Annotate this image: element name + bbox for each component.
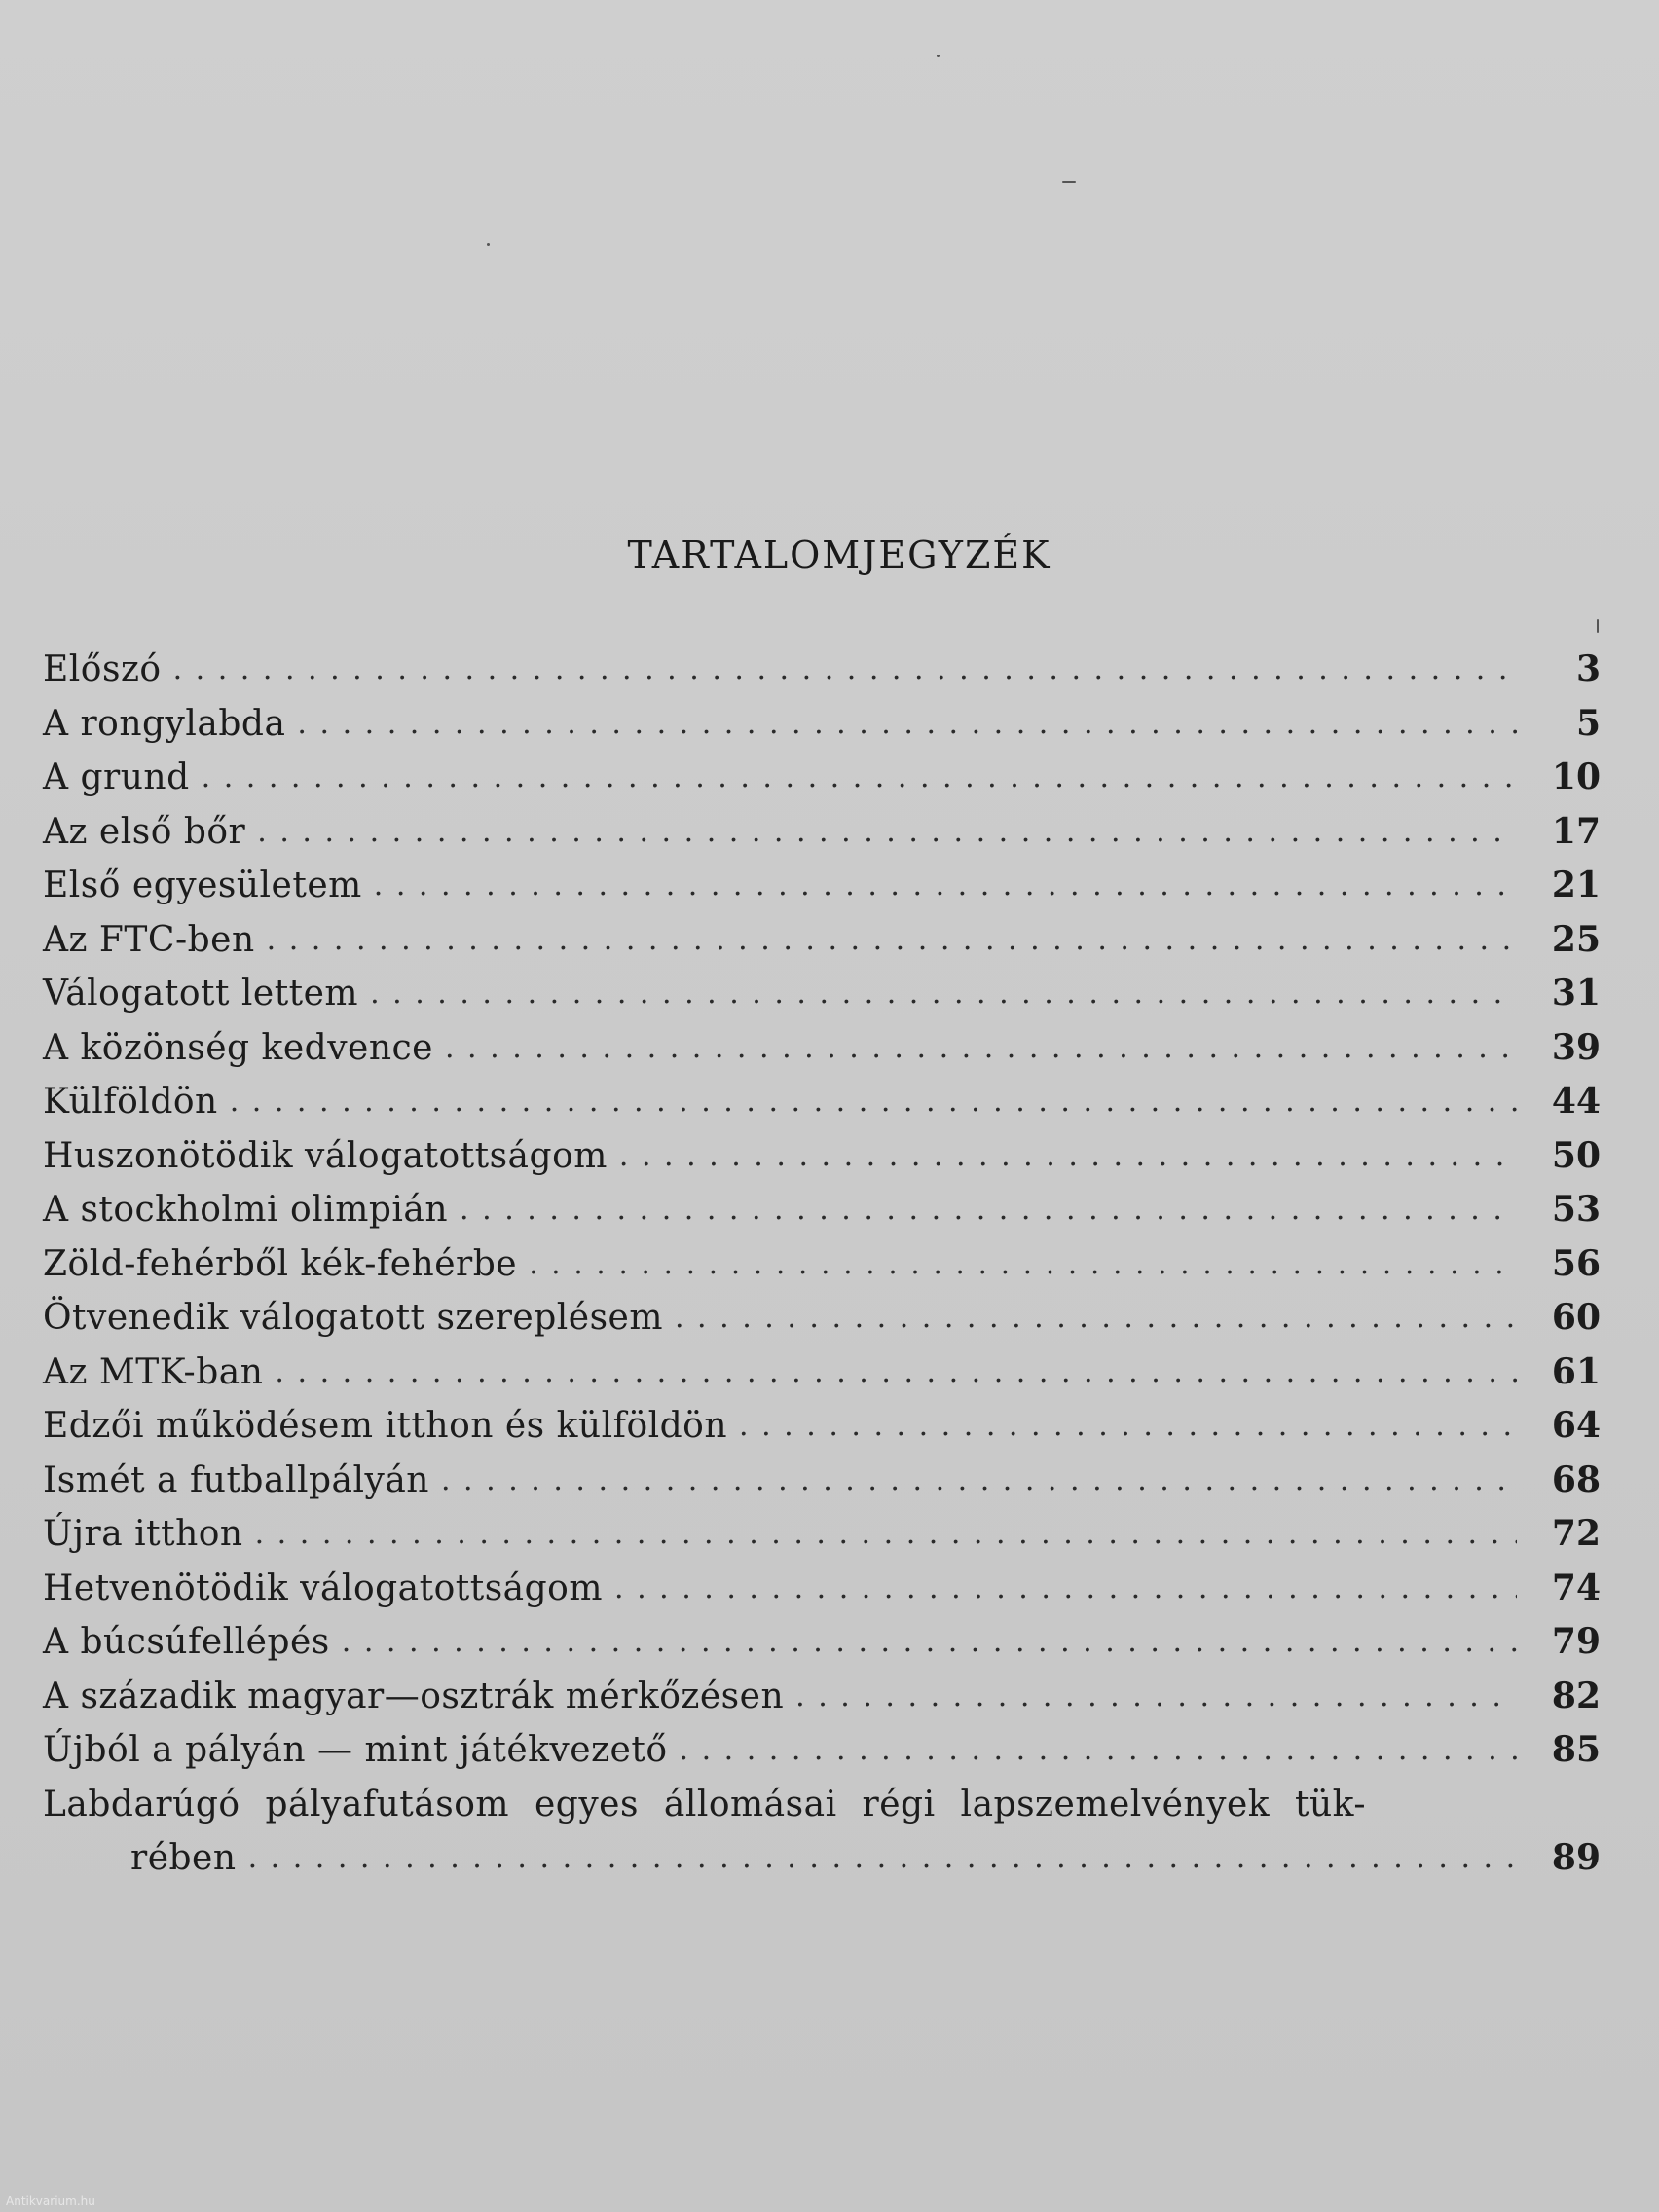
dot-leader bbox=[202, 751, 1517, 805]
toc-entry-page: 68 bbox=[1551, 1458, 1601, 1500]
toc-entry-title: Hetvenötödik válogatottságom bbox=[43, 1567, 603, 1608]
toc-entry bbox=[43, 1291, 1601, 1346]
toc-entry bbox=[43, 1723, 1601, 1778]
page-title: TARTALOMJEGYZÉK bbox=[627, 534, 1051, 576]
toc-entry bbox=[43, 1562, 1601, 1616]
dot-leader bbox=[275, 1346, 1517, 1400]
toc-entry bbox=[43, 805, 1601, 860]
dot-leader bbox=[255, 1507, 1517, 1562]
toc-entry-page: 79 bbox=[1551, 1621, 1601, 1662]
toc-entry-page: 39 bbox=[1551, 1026, 1601, 1068]
toc-entry-page: 44 bbox=[1551, 1081, 1601, 1122]
toc-entry-title: Edzői működésem itthon és külföldön bbox=[43, 1406, 728, 1446]
toc-entry-title: Az első bőr bbox=[43, 811, 246, 852]
paper-speck bbox=[1062, 181, 1076, 183]
toc-entry-title: Ismét a futballpályán bbox=[43, 1459, 429, 1500]
toc-entry-title: A közönség kedvence bbox=[43, 1027, 433, 1068]
toc-entry-page: 17 bbox=[1551, 810, 1601, 852]
toc-entry bbox=[43, 1129, 1601, 1184]
dot-leader bbox=[529, 1237, 1517, 1292]
toc-entry bbox=[43, 913, 1601, 968]
dot-leader bbox=[445, 1021, 1517, 1076]
watermark: Antikvarium.hu bbox=[6, 2194, 95, 2208]
toc-entry-title: Újra itthon bbox=[43, 1514, 243, 1554]
toc-entry-page: 5 bbox=[1575, 702, 1601, 744]
toc-entry bbox=[43, 1615, 1601, 1670]
toc-entry-page: 89 bbox=[1551, 1837, 1601, 1878]
toc-entry-title: Huszonötödik válogatottságom bbox=[43, 1135, 608, 1176]
toc-entry-title-line1: Labdarúgó pályafutásom egyes állomásai régi lapszemelvények tük- bbox=[43, 1784, 1367, 1825]
toc-entry bbox=[43, 1399, 1601, 1454]
dot-leader bbox=[257, 805, 1517, 860]
dot-leader bbox=[675, 1291, 1517, 1346]
toc-entry-page: 56 bbox=[1551, 1242, 1601, 1284]
toc-entry-title: A rongylabda bbox=[43, 703, 286, 744]
dot-leader bbox=[230, 1075, 1517, 1129]
dot-leader bbox=[739, 1399, 1517, 1454]
toc-entry-title: Válogatott lettem bbox=[43, 974, 359, 1014]
toc-entry-page: 60 bbox=[1551, 1297, 1601, 1338]
paper-speck bbox=[1597, 619, 1599, 633]
toc-entry bbox=[43, 1021, 1601, 1076]
toc-entry bbox=[43, 1346, 1601, 1400]
dot-leader bbox=[441, 1454, 1517, 1508]
toc-entry-title: A grund bbox=[43, 757, 190, 797]
toc-entry-title: A búcsúfellépés bbox=[43, 1622, 330, 1662]
toc-entry bbox=[43, 1507, 1601, 1562]
paper-speck bbox=[487, 243, 490, 246]
toc-entry-title: Újból a pályán — mint játékvezető bbox=[43, 1730, 668, 1770]
dot-leader bbox=[619, 1129, 1517, 1184]
dot-leader bbox=[342, 1615, 1517, 1670]
toc-entry bbox=[43, 1075, 1601, 1129]
toc-entry-page: 25 bbox=[1551, 918, 1601, 960]
dot-leader bbox=[173, 643, 1517, 697]
toc-entry bbox=[43, 643, 1601, 697]
toc-entry-title: Előszó bbox=[43, 649, 162, 689]
toc-entry-title: Zöld-fehérből kék-fehérbe bbox=[43, 1243, 518, 1284]
toc-entry-title: Ötvenedik válogatott szereplésem bbox=[43, 1298, 663, 1338]
dot-leader bbox=[374, 859, 1517, 913]
toc-entry bbox=[43, 1454, 1601, 1508]
toc-entry-title: Az MTK-ban bbox=[43, 1351, 264, 1392]
toc-entry-page: 31 bbox=[1551, 973, 1601, 1014]
toc-entry-multiline-second bbox=[43, 1831, 1601, 1886]
toc-entry-page: 3 bbox=[1575, 648, 1601, 689]
toc-entry-page: 10 bbox=[1551, 756, 1601, 797]
toc-entry-page: 74 bbox=[1551, 1567, 1601, 1608]
toc-entry bbox=[43, 1183, 1601, 1237]
toc-entry-title: A századik magyar—osztrák mérkőzésen bbox=[43, 1676, 785, 1716]
toc-entry bbox=[43, 751, 1601, 805]
toc-entry bbox=[43, 697, 1601, 752]
table-of-contents bbox=[43, 643, 1601, 1886]
toc-entry-title: Az FTC-ben bbox=[43, 919, 255, 960]
dot-leader bbox=[614, 1562, 1517, 1616]
toc-entry-page: 50 bbox=[1551, 1134, 1601, 1176]
toc-entry bbox=[43, 859, 1601, 913]
toc-entry-page: 85 bbox=[1551, 1729, 1601, 1770]
toc-entry-title: Külföldön bbox=[43, 1082, 218, 1122]
dot-leader bbox=[267, 913, 1517, 968]
dot-leader bbox=[680, 1723, 1518, 1778]
dot-leader bbox=[460, 1183, 1517, 1237]
toc-entry-title: A stockholmi olimpián bbox=[43, 1190, 449, 1230]
toc-entry-page: 21 bbox=[1551, 865, 1601, 905]
toc-entry bbox=[43, 1237, 1601, 1292]
paper-speck bbox=[937, 55, 940, 57]
toc-entry-multiline-first bbox=[43, 1778, 1601, 1832]
dot-leader bbox=[370, 967, 1517, 1021]
dot-leader bbox=[297, 697, 1517, 752]
toc-entry-title-line2: rében bbox=[130, 1838, 237, 1878]
dot-leader bbox=[795, 1670, 1517, 1724]
toc-entry-page: 64 bbox=[1551, 1405, 1601, 1446]
toc-entry bbox=[43, 967, 1601, 1021]
toc-entry-page: 61 bbox=[1551, 1350, 1601, 1392]
toc-entry-page: 72 bbox=[1551, 1513, 1601, 1554]
toc-entry-title: Első egyesületem bbox=[43, 866, 362, 905]
dot-leader bbox=[248, 1831, 1517, 1886]
toc-entry bbox=[43, 1670, 1601, 1724]
toc-entry-page: 82 bbox=[1551, 1675, 1601, 1716]
toc-entry-page: 53 bbox=[1551, 1189, 1601, 1230]
